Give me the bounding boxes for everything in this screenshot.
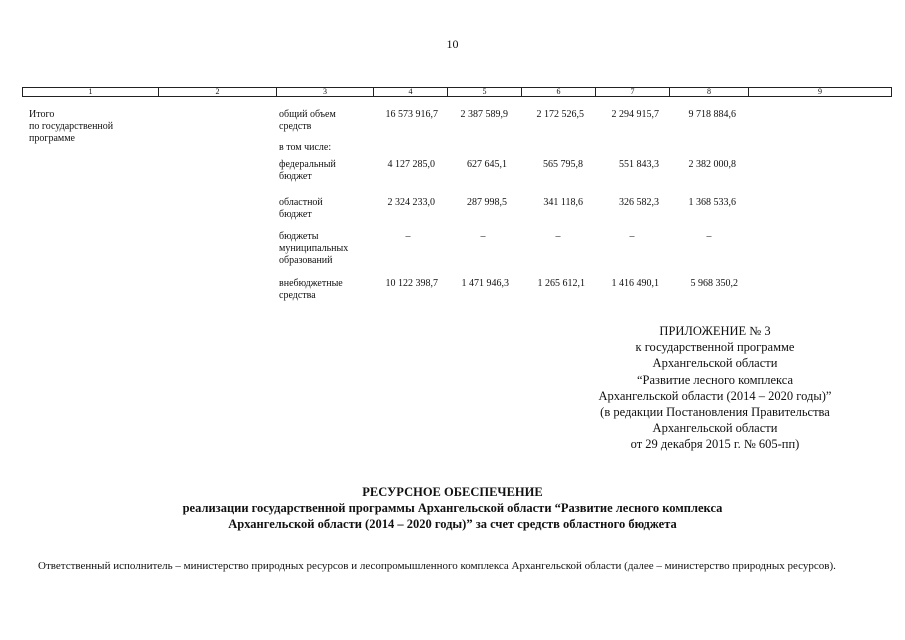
table-cell: 2 294 915,7	[611, 109, 659, 120]
row-label-line: средств	[279, 121, 312, 132]
column-number: 2	[158, 88, 276, 96]
column-number: 1	[88, 87, 93, 96]
column-number: 5	[447, 88, 521, 96]
appendix-header	[520, 323, 905, 453]
row-label-line: бюджет	[279, 209, 312, 220]
table-cell: 9 718 884,6	[688, 109, 736, 120]
row-label-line: в том числе:	[279, 142, 332, 153]
table-cell: 1 265 612,1	[537, 278, 585, 289]
responsible-executor-paragraph: Ответственный исполнитель – министерство природных ресурсов и лесопромышленного комплекса Архангельской области (далее – министерство природных ресурсов).	[38, 560, 836, 572]
column-number: 3	[276, 88, 373, 96]
table-cell: 4 127 285,0	[387, 159, 435, 170]
column-number: 8	[669, 88, 748, 96]
row-label-line: внебюджетные	[279, 278, 343, 289]
table-cell: 2 172 526,5	[536, 109, 584, 120]
row-group-label-line: Итого	[29, 109, 55, 120]
row-group-label-line: программе	[29, 133, 75, 144]
table-header-row	[22, 87, 892, 97]
table-cell: 2 387 589,9	[460, 109, 508, 120]
table-cell: –	[706, 231, 712, 242]
row-group-label	[29, 109, 113, 145]
table-cell: 1 416 490,1	[611, 278, 659, 289]
table-cell: 2 382 000,8	[688, 159, 736, 170]
row-label-extrabudgetary	[279, 278, 343, 302]
appendix-line: к государственной программе	[635, 340, 795, 355]
appendix-line: ПРИЛОЖЕНИЕ № 3	[659, 324, 771, 338]
appendix-line: Архангельской области	[652, 421, 778, 436]
table-cell: 10 122 398,7	[385, 278, 438, 289]
appendix-line: (в редакции Постановления Правительства	[600, 405, 830, 420]
row-label-line: областной	[279, 197, 323, 208]
table-cell: –	[629, 231, 635, 242]
table-cell: 551 843,3	[619, 159, 659, 170]
row-label-line: бюджеты	[279, 231, 319, 242]
row-label-line: общий объем	[279, 109, 336, 120]
page-number: 10	[446, 37, 459, 51]
table-cell: 1 471 946,3	[461, 278, 509, 289]
table-cell: –	[555, 231, 561, 242]
table-cell: 16 573 916,7	[385, 109, 438, 120]
title-line: реализации государственной программы Архангельской области “Развитие лесного комплекса	[182, 501, 723, 515]
row-label-line: бюджет	[279, 171, 312, 182]
column-number: 6	[521, 88, 595, 96]
row-label-municipal	[279, 231, 348, 267]
table-cell: 287 998,5	[467, 197, 507, 208]
table-cell: 2 324 233,0	[387, 197, 435, 208]
table-cell: –	[480, 231, 486, 242]
row-label-line: образований	[279, 255, 333, 266]
row-label-federal	[279, 159, 336, 183]
document-title	[0, 484, 905, 532]
appendix-line: Архангельской области	[652, 356, 778, 371]
row-group-label-line: по государственной	[29, 121, 114, 132]
title-line: РЕСУРСНОЕ ОБЕСПЕЧЕНИЕ	[362, 485, 543, 499]
row-label-line: муниципальных	[279, 243, 349, 254]
table-cell: 565 795,8	[543, 159, 583, 170]
column-number: 9	[748, 88, 891, 96]
table-cell: 5 968 350,2	[690, 278, 738, 289]
table-cell: –	[405, 231, 411, 242]
row-label-including	[279, 142, 331, 154]
table-cell: 627 645,1	[467, 159, 507, 170]
row-label-line: средства	[279, 290, 316, 301]
table-cell: 1 368 533,6	[688, 197, 736, 208]
appendix-line: от 29 декабря 2015 г. № 605-пп)	[630, 437, 800, 452]
row-label-line: федеральный	[279, 159, 336, 170]
row-label-regional	[279, 197, 323, 221]
appendix-line: Архангельской области (2014 – 2020 годы)”	[598, 388, 832, 403]
column-number: 4	[373, 88, 447, 96]
table-cell: 326 582,3	[619, 197, 659, 208]
appendix-line: “Развитие лесного комплекса	[636, 372, 794, 387]
row-label-total	[279, 109, 336, 133]
column-number: 7	[595, 88, 669, 96]
title-line: Архангельской области (2014 – 2020 годы)” за счет средств областного бюджета	[228, 517, 677, 531]
table-cell: 341 118,6	[543, 197, 583, 208]
